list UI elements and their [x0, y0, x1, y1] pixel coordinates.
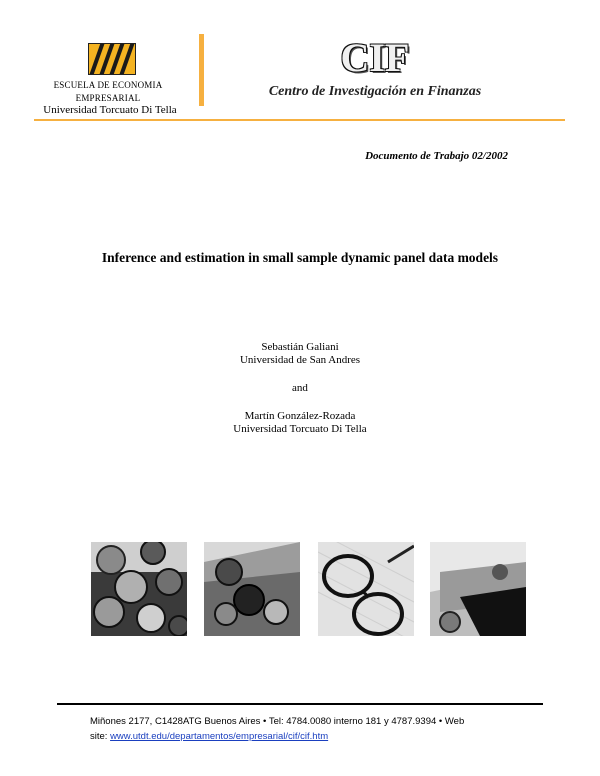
header-divider: [199, 34, 204, 106]
authors-conjunction: and: [292, 382, 308, 394]
cif-subtitle: Centro de Investigación en Finanzas: [268, 84, 482, 99]
footer-address: Miñones 2177, C1428ATG Buenos Aires • Tel: 4784.0080 interno 181 y 4787.9394 • Web: [90, 716, 465, 727]
author1-name: Sebastián Galiani: [261, 341, 339, 353]
footer-site-label: site:: [90, 731, 111, 742]
author2-affiliation: Universidad Torcuato Di Tella: [233, 423, 367, 435]
university-name: Universidad Torcuato Di Tella: [43, 104, 177, 116]
footer-rule: [57, 703, 543, 705]
cif-logo-text: CIF: [340, 35, 410, 80]
school-name-line2: EMPRESARIAL: [75, 93, 141, 103]
author2-name: Martín González-Rozada: [244, 410, 356, 422]
author1-affiliation: Universidad de San Andres: [239, 354, 361, 366]
coins-photo: [91, 542, 187, 636]
footer-site-line: [90, 729, 530, 744]
banknotes-coins-photo: [204, 542, 300, 636]
authors-block: [0, 341, 600, 436]
eyeglasses-photo: [318, 542, 414, 636]
document-number: Documento de Trabajo 02/2002: [365, 150, 508, 162]
school-name-line1: ESCUELA DE ECONOMIA: [53, 80, 163, 90]
dollar-bills-photo: [430, 542, 526, 636]
paper-title: Inference and estimation in small sample dynamic panel data models: [101, 250, 499, 265]
header-rule: [34, 119, 565, 121]
footer: [90, 714, 530, 744]
website-link[interactable]: www.utdt.edu/departamentos/empresarial/cif/cif.htm: [110, 731, 329, 742]
school-logo-icon: [88, 43, 136, 75]
